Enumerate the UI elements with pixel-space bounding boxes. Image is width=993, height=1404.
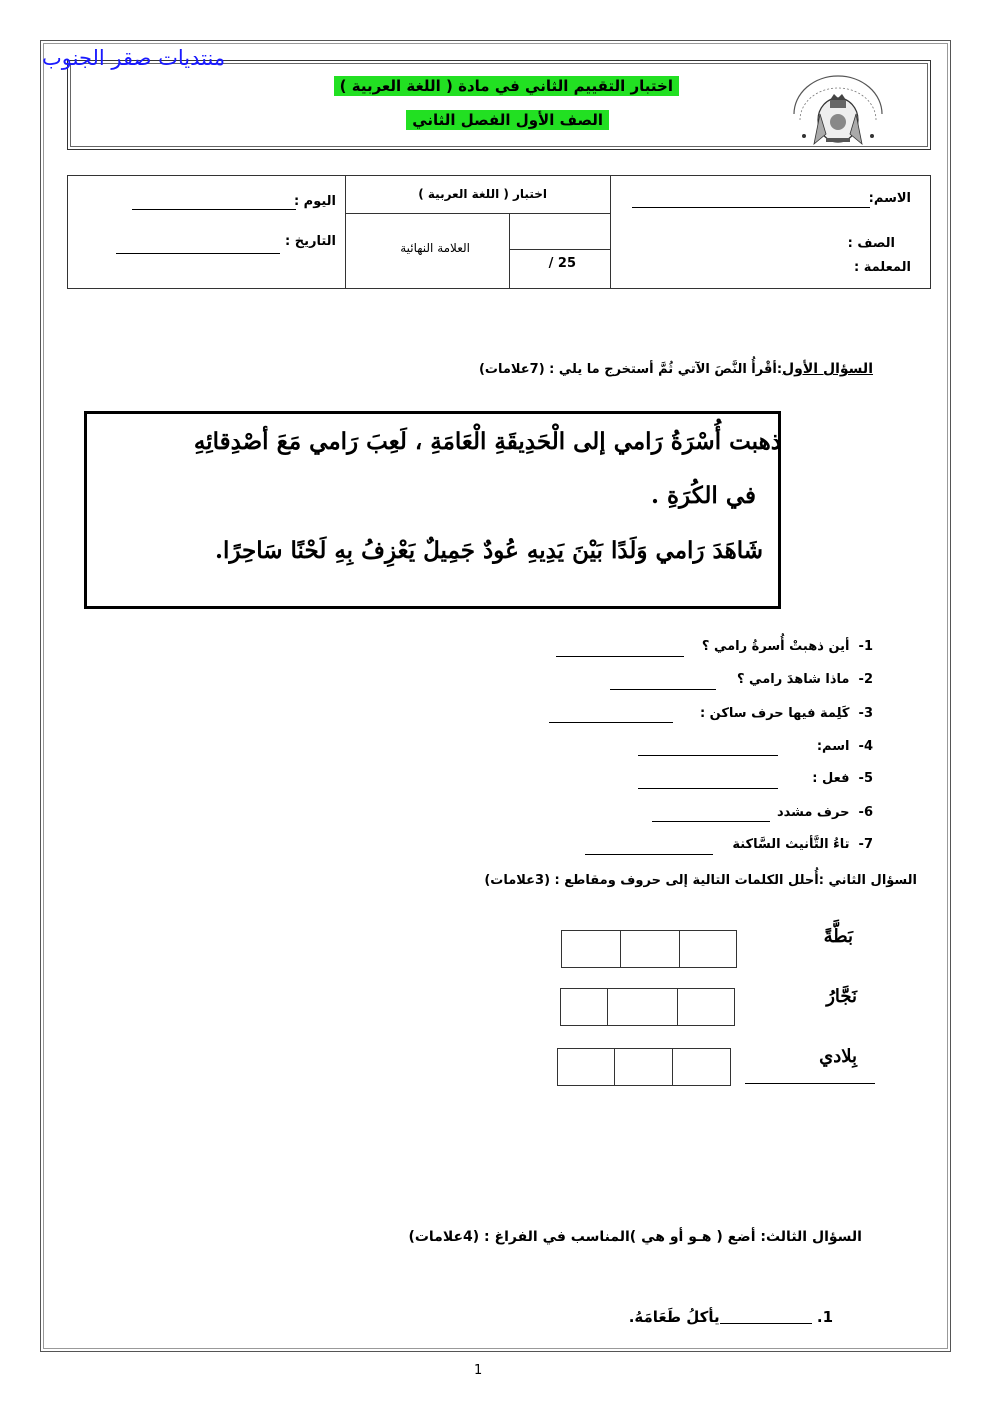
q1-item: [817, 739, 873, 754]
syllable-box[interactable]: [560, 988, 608, 1026]
item-text: ماذا شاهدَ رامي ؟: [736, 672, 850, 687]
item-text: كَلِمة فيها حرف ساكن :: [699, 706, 850, 721]
day-label: اليوم :: [293, 194, 336, 209]
q1-item: [732, 837, 873, 852]
answer-line[interactable]: [556, 655, 684, 657]
answer-line[interactable]: [720, 1322, 812, 1324]
q3-item: [629, 1308, 833, 1326]
syllable-box[interactable]: [557, 1048, 615, 1086]
answer-line[interactable]: [585, 853, 713, 855]
item-text: أين ذهبتْ أُسرةُ رامي ؟: [701, 639, 850, 654]
q1-instruction: :أقْرأُ النَّصَ الآتي ثُمَّ أستخرج ما يلي : (7علامات): [478, 362, 783, 377]
item-number: 4-: [858, 739, 873, 754]
q1-item: [700, 706, 873, 721]
syllable-box[interactable]: [677, 988, 735, 1026]
q1-item: [702, 639, 873, 654]
answer-line[interactable]: [549, 721, 673, 723]
answer-line[interactable]: [638, 754, 778, 756]
score-total: 25 /: [548, 256, 576, 271]
item-number: 7-: [858, 837, 873, 852]
item-number: 3-: [858, 706, 873, 721]
table-divider: [345, 213, 610, 214]
exam-subtitle: الصف الأول الفصل الثاني: [406, 110, 609, 130]
teacher-label: المعلمة :: [853, 260, 911, 275]
item-text: حرف مشدد: [776, 805, 850, 820]
exam-label: اختبار ( اللغة العربية ): [418, 187, 547, 201]
item-number: 6-: [858, 805, 873, 820]
table-divider: [345, 175, 346, 289]
analysis-word: نَجَّارُ: [826, 986, 857, 1007]
item-text: فعل :: [812, 771, 850, 786]
answer-line[interactable]: [652, 820, 770, 822]
date-label: التاريخ :: [285, 234, 336, 249]
item-number: 5-: [858, 771, 873, 786]
q3-title: السؤال الثالث: أضع ( هـو أو هي )المناسب في الفراغ : (4علامات): [408, 1229, 862, 1245]
final-mark-label: العلامة النهائية: [400, 241, 470, 255]
table-divider: [509, 249, 610, 250]
item-text: اسم:: [816, 739, 850, 754]
q1-item: [777, 805, 873, 820]
item-number: 1-: [858, 639, 873, 654]
q1-item: [812, 771, 873, 786]
syllable-box[interactable]: [679, 930, 737, 968]
item-number: 1.: [816, 1308, 833, 1326]
syllable-box[interactable]: [672, 1048, 731, 1086]
analysis-word: بَطَّةً: [823, 926, 853, 947]
q1-title-label: السؤال الأول: [782, 361, 873, 377]
answer-line[interactable]: [745, 1082, 875, 1084]
date-input-line[interactable]: [116, 252, 280, 254]
page-number: 1: [474, 1363, 483, 1378]
passage-line: في الكُرَةِ .: [650, 482, 756, 509]
exam-title: اختبار التقييم الثاني في مادة ( اللغة العربية ): [334, 76, 679, 96]
name-label: الاسم:: [868, 191, 911, 206]
answer-line[interactable]: [638, 787, 778, 789]
passage-line: شَاهَدَ رَامي وَلَدًا بَيْنَ يَدِيهِ عُودٌ جَمِيلٌ يَعْزِفُ بِهِ لَحْنًا سَاحِرًا.: [214, 537, 763, 564]
answer-line[interactable]: [610, 688, 716, 690]
ministry-emblem-icon: [786, 74, 890, 152]
analysis-word: بِلادي: [819, 1046, 857, 1067]
syllable-box[interactable]: [561, 930, 621, 968]
passage-line: ذهبت أُسْرَةُ رَامي إلى الْحَدِيقَةِ الْعَامَةِ ، لَعِبَ رَامي مَعَ أصْدِقائِهِ: [193, 428, 781, 455]
item-text: يأكلُ طَعَامَهُ.: [628, 1308, 720, 1326]
class-label: الصف :: [847, 236, 895, 251]
q1-title: [479, 361, 873, 377]
syllable-box[interactable]: [620, 930, 680, 968]
watermark-text: منتديات صقر الجنوب: [42, 46, 226, 70]
q2-title: السؤال الثاني :أُحلل الكلمات التالية إلى حروف ومقاطع : (3علامات): [484, 873, 917, 888]
table-divider: [509, 213, 510, 289]
q1-item: [737, 672, 873, 687]
day-input-line[interactable]: [132, 208, 296, 210]
item-number: 2-: [858, 672, 873, 687]
name-input-line[interactable]: [632, 206, 870, 208]
table-divider: [610, 175, 611, 289]
syllable-box[interactable]: [607, 988, 678, 1026]
item-text: تاءُ التَّأنيث السَّاكنة: [732, 837, 850, 852]
syllable-box[interactable]: [614, 1048, 673, 1086]
